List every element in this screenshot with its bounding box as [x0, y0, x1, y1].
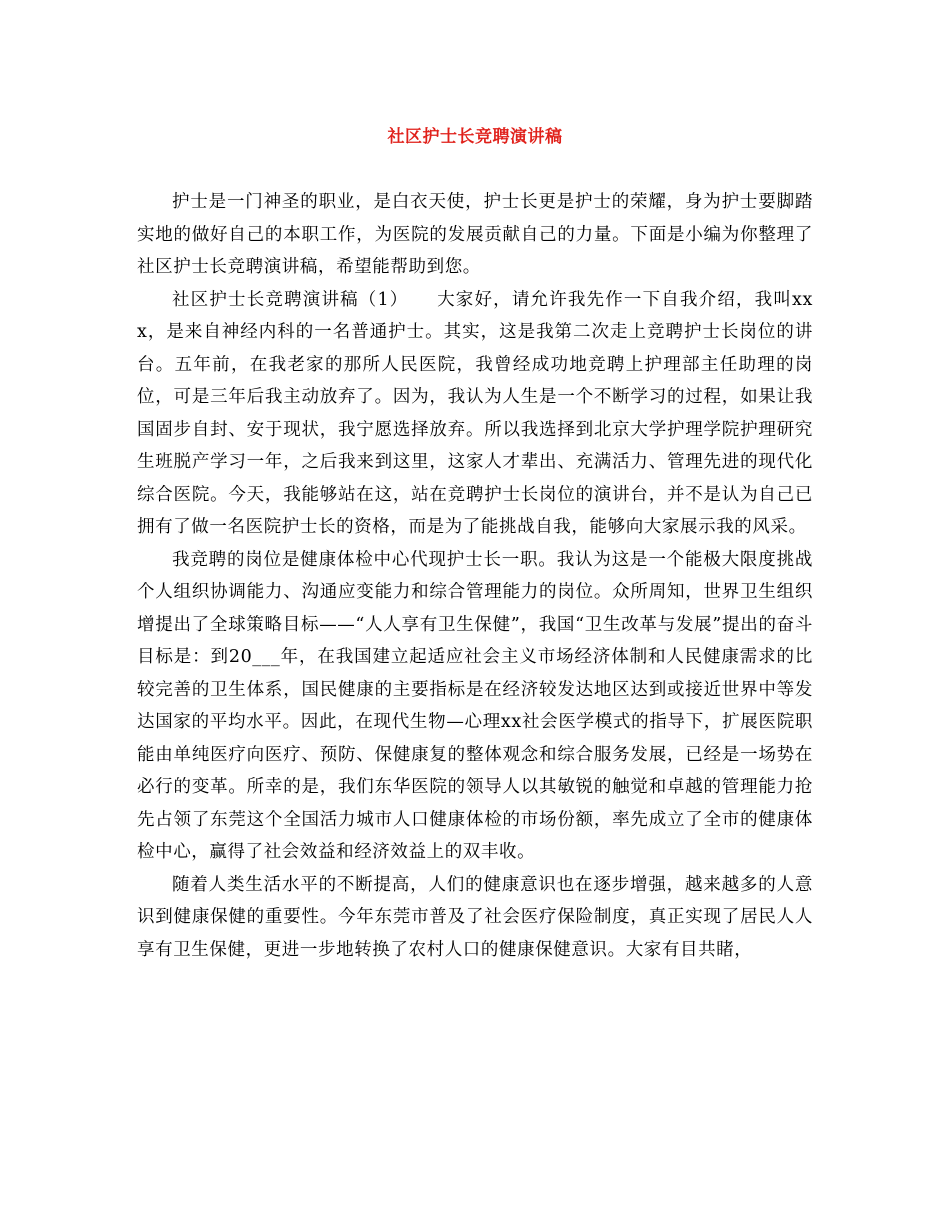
paragraph-health-awareness: 随着人类生活水平的不断提高，人们的健康意识也在逐步增强，越来越多的人意识到健康保健的重要性。今年东莞市普及了社会医疗保险制度，真正实现了居民人人享有卫生保健，更进一步地转换了农村人口的健康保健意识。大家有目共睹， [137, 874, 813, 960]
paragraph-position: 我竞聘的岗位是健康体检中心代现护士长一职。我认为这是一个能极大限度挑战个人组织协调能力、沟通应变能力和综合管理能力的岗位。众所周知，世界卫生组织增提出了全球策略目标——“人人享有卫生保健”，我国“卫生改革与发展”提出的奋斗目标是：到20___年，在我国建立起适应社会主义市场经济体制和人民健康需求的比较完善的卫生体系，国民健康的主要指标是在经济较发达地区达到或接近世界中等发达国家的平均水平。因此，在现代生物—心理xx社会医学模式的指导下，扩展医院职能由单纯医疗向医疗、预防、保健康复的整体观念和综合服务发展，已经是一场势在必行的变革。所幸的是，我们东华医院的领导人以其敏锐的触觉和卓越的管理能力抢先占领了东莞这个全国活力城市人口健康体检的市场份额，率先成立了全市的健康体检中心，赢得了社会效益和经济效益上的双丰收。 [137, 549, 813, 862]
paragraph-intro: 护士是一门神圣的职业，是白衣天使，护士长更是护士的荣耀，身为护士要脚踏实地的做好自己的本职工作，为医院的发展贡献自己的力量。下面是小编为你整理了社区护士长竞聘演讲稿，希望能帮助到您。 [137, 192, 813, 277]
document-title: 社区护士长竞聘演讲稿 [387, 127, 563, 147]
paragraph-speech-opening: 社区护士长竞聘演讲稿（1） 大家好，请允许我先作一下自我介绍，我叫xxx，是来自神经内科的一名普通护士。其实，这是我第二次走上竞聘护士长岗位的讲台。五年前，在我老家的那所人民医院，我曾经成功地竞聘上护理部主任助理的岗位，可是三年后我主动放弃了。因为，我认为人生是一个不断学习的过程，如果让我国固步自封、安于现状，我宁愿选择放弃。所以我选择到北京大学护理学院护理研究生班脱产学习一年，之后我来到这里，这家人才辈出、充满活力、管理先进的现代化综合医院。今天，我能够站在这，站在竞聘护士长岗位的演讲台，并不是认为自己已拥有了做一名医院护士长的资格，而是为了能挑战自我，能够向大家展示我的风采。 [137, 289, 813, 537]
document-body [137, 186, 813, 966]
